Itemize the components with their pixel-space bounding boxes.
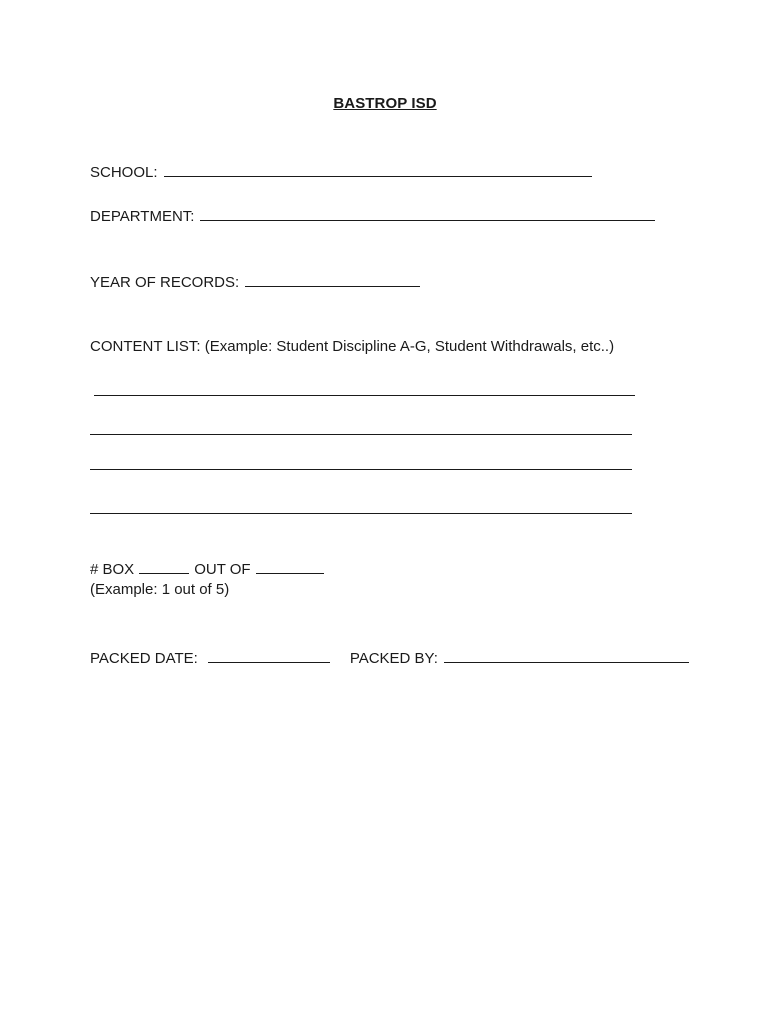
form-title: BASTROP ISD — [333, 95, 437, 112]
out-of-label: OUT OF — [194, 561, 251, 578]
packed-date-label: PACKED DATE: — [90, 650, 198, 667]
year-row — [90, 272, 420, 291]
content-line-3[interactable] — [90, 469, 632, 470]
department-row — [90, 206, 655, 225]
box-example: (Example: 1 out of 5) — [90, 581, 230, 598]
packed-row — [90, 648, 689, 667]
packed-by-label: PACKED BY: — [349, 650, 438, 667]
year-field[interactable] — [245, 272, 420, 287]
content-line-1[interactable] — [94, 395, 635, 396]
school-label: SCHOOL: — [90, 164, 158, 181]
year-label: YEAR OF RECORDS: — [90, 274, 240, 291]
packed-by-field[interactable] — [444, 648, 689, 663]
box-number-field[interactable] — [139, 559, 189, 574]
department-field[interactable] — [200, 206, 655, 221]
department-label: DEPARTMENT: — [90, 208, 195, 225]
box-row — [90, 559, 324, 578]
box-total-field[interactable] — [256, 559, 324, 574]
content-line-4[interactable] — [90, 513, 632, 514]
content-line-2[interactable] — [90, 434, 632, 435]
content-label: CONTENT LIST: (Example: Student Discipline A-G, Student Withdrawals, etc..) — [90, 338, 615, 355]
packed-date-field[interactable] — [208, 648, 330, 663]
box-label: # BOX — [90, 561, 135, 578]
content-row — [90, 338, 614, 355]
school-row — [90, 162, 592, 181]
school-field[interactable] — [164, 162, 592, 177]
